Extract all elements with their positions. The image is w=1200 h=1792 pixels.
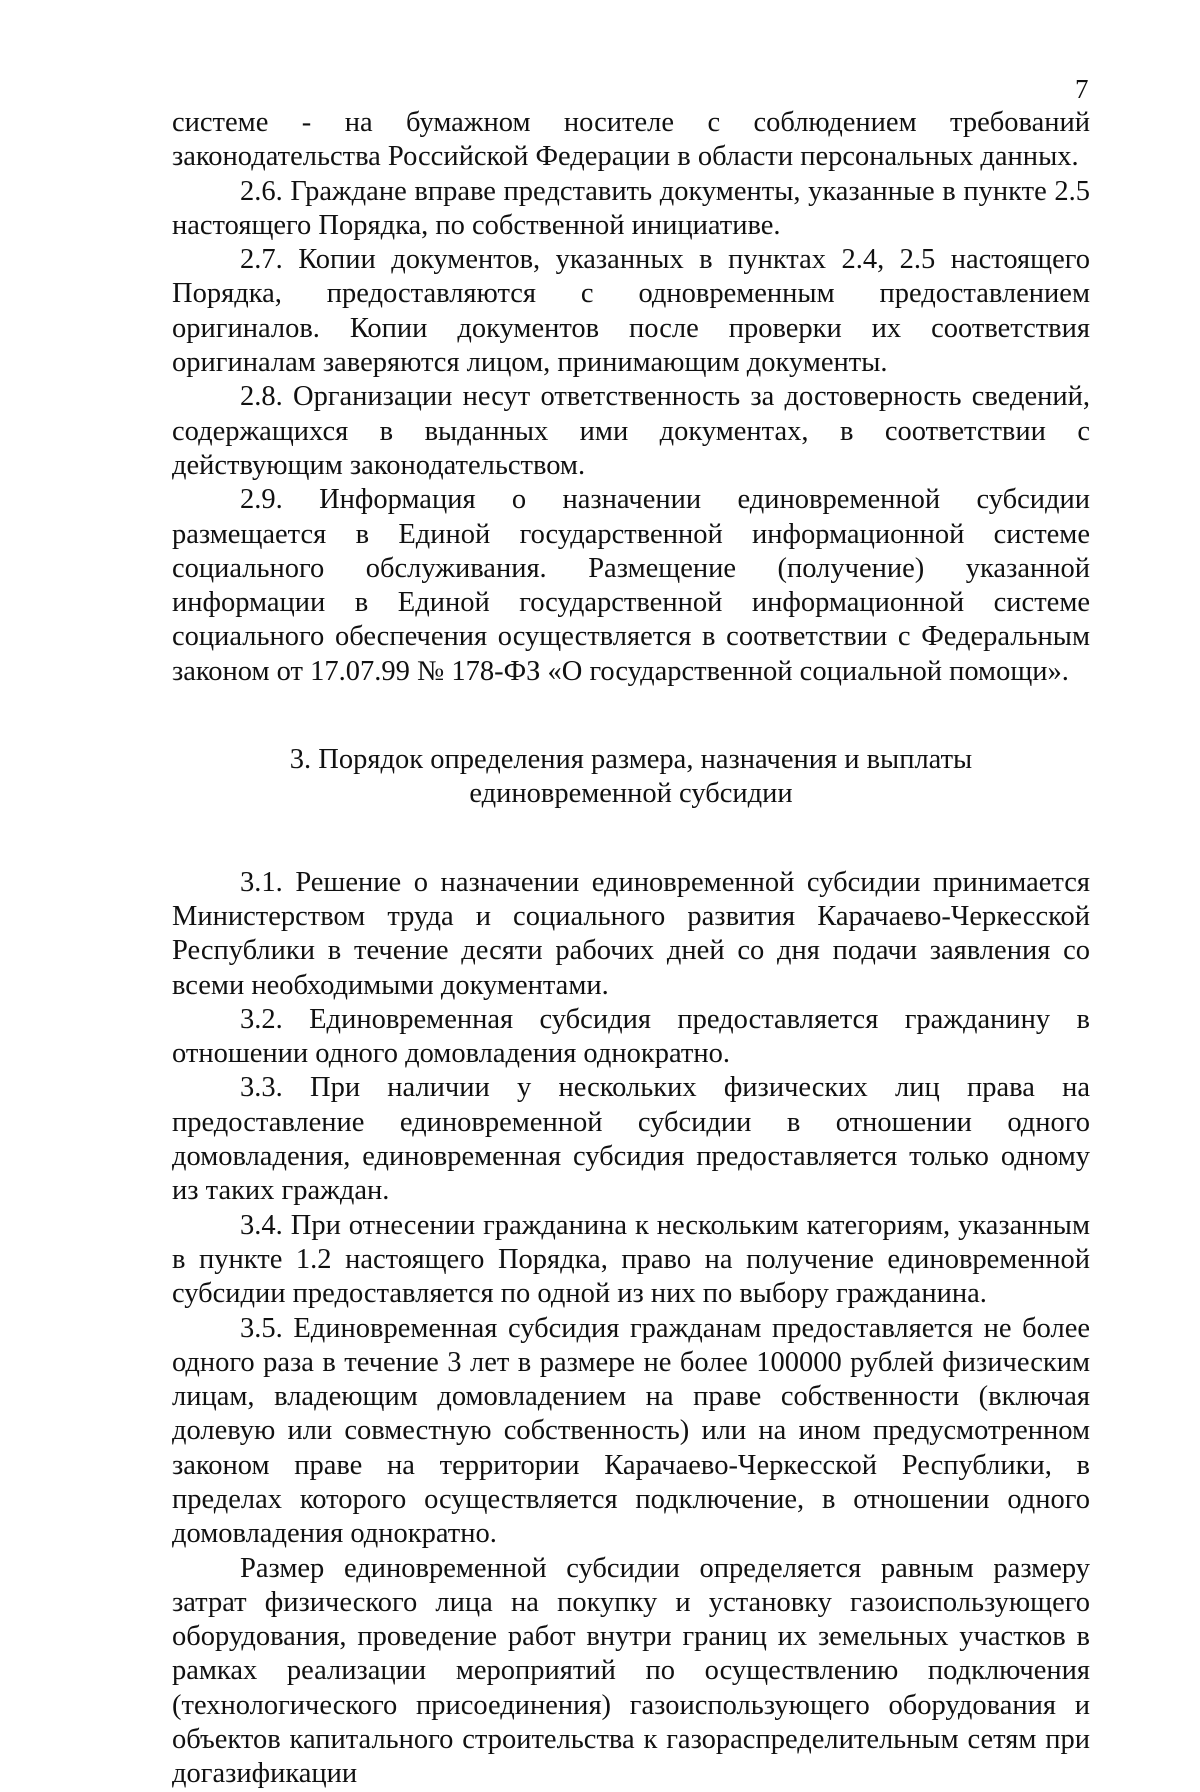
page-number: 7 — [1075, 74, 1089, 104]
paragraph-3-1: 3.1. Решение о назначении единовременной субсидии принимается Министерством труда и социального развития Карачаево-Черкесской Республики в течение десяти рабочих дней со дня подачи заявления со всеми необходимыми документами. — [172, 866, 1090, 1001]
paragraph-continuation: системе - на бумажном носителе с соблюдением требований законодательства Российской Федерации в области персональных данных. — [172, 107, 1090, 173]
paragraph-2-9: 2.9. Информация о назначении единовременной субсидии размещается в Единой государственной информационной системе социального обслуживания. Размещение (получение) указанной информации в Единой государственной информационной системе социального обеспечения осуществляется в соответствии с Федеральным законом от 17.07.99 № 178-ФЗ «О государственной социальной помощи». — [172, 484, 1090, 687]
paragraph-3-5: 3.5. Единовременная субсидия гражданам предоставляется не более одного раза в течение 3 лет в размере не более 100000 рублей физическим лицам, владеющим домовладением на праве собственности (включая долевую или совместную собственность) или на ином предусмотренном законом праве на территории Карачаево-Черкесской Республики, в пределах которого осуществляется подключение, в отношении одного домовладения однократно. — [172, 1312, 1090, 1550]
paragraph-2-7: 2.7. Копии документов, указанных в пунктах 2.4, 2.5 настоящего Порядка, предоставляются с одновременным предоставлением оригиналов. Копии документов после проверки их соответствия оригиналам заверяются лицом, принимающим документы. — [172, 244, 1090, 379]
document-body — [172, 106, 1090, 1792]
paragraph-2-8: 2.8. Организации несут ответственность за достоверность сведений, содержащихся в выданных ими документах, в соответствии с действующим законодательством. — [172, 381, 1090, 481]
section-title-line-2: единовременной субсидии — [469, 778, 793, 810]
paragraph-2-6: 2.6. Граждане вправе представить документы, указанные в пункте 2.5 настоящего Порядка, по собственной инициативе. — [172, 175, 1090, 241]
paragraph-3-2: 3.2. Единовременная субсидия предоставляется гражданину в отношении одного домовладения однократно. — [172, 1003, 1090, 1070]
paragraph-3-4: 3.4. При отнесении гражданина к нескольким категориям, указанным в пункте 1.2 настоящего Порядка, право на получение единовременной субсидии предоставляется по одной из них по выбору гражданина. — [172, 1209, 1090, 1310]
section-3-title — [172, 743, 1090, 812]
section-title-line-1: 3. Порядок определения размера, назначения и выплаты — [289, 744, 973, 776]
paragraph-3-3: 3.3. При наличии у нескольких физических лиц права на предоставление единовременной субсидии в отношении одного домовладения, единовременная субсидия предоставляется только одному из таких граждан. — [172, 1072, 1090, 1207]
paragraph-subsidy-size: Размер единовременной субсидии определяется равным размеру затрат физического лица на покупку и установку газоиспользующего оборудования, проведение работ внутри границ их земельных участков в рамках реализации мероприятий по осуществлению подключения (технологического присоединения) газоиспользующего оборудования и объектов капитального строительства к газораспределительным сетям при догазификации — [172, 1552, 1090, 1790]
